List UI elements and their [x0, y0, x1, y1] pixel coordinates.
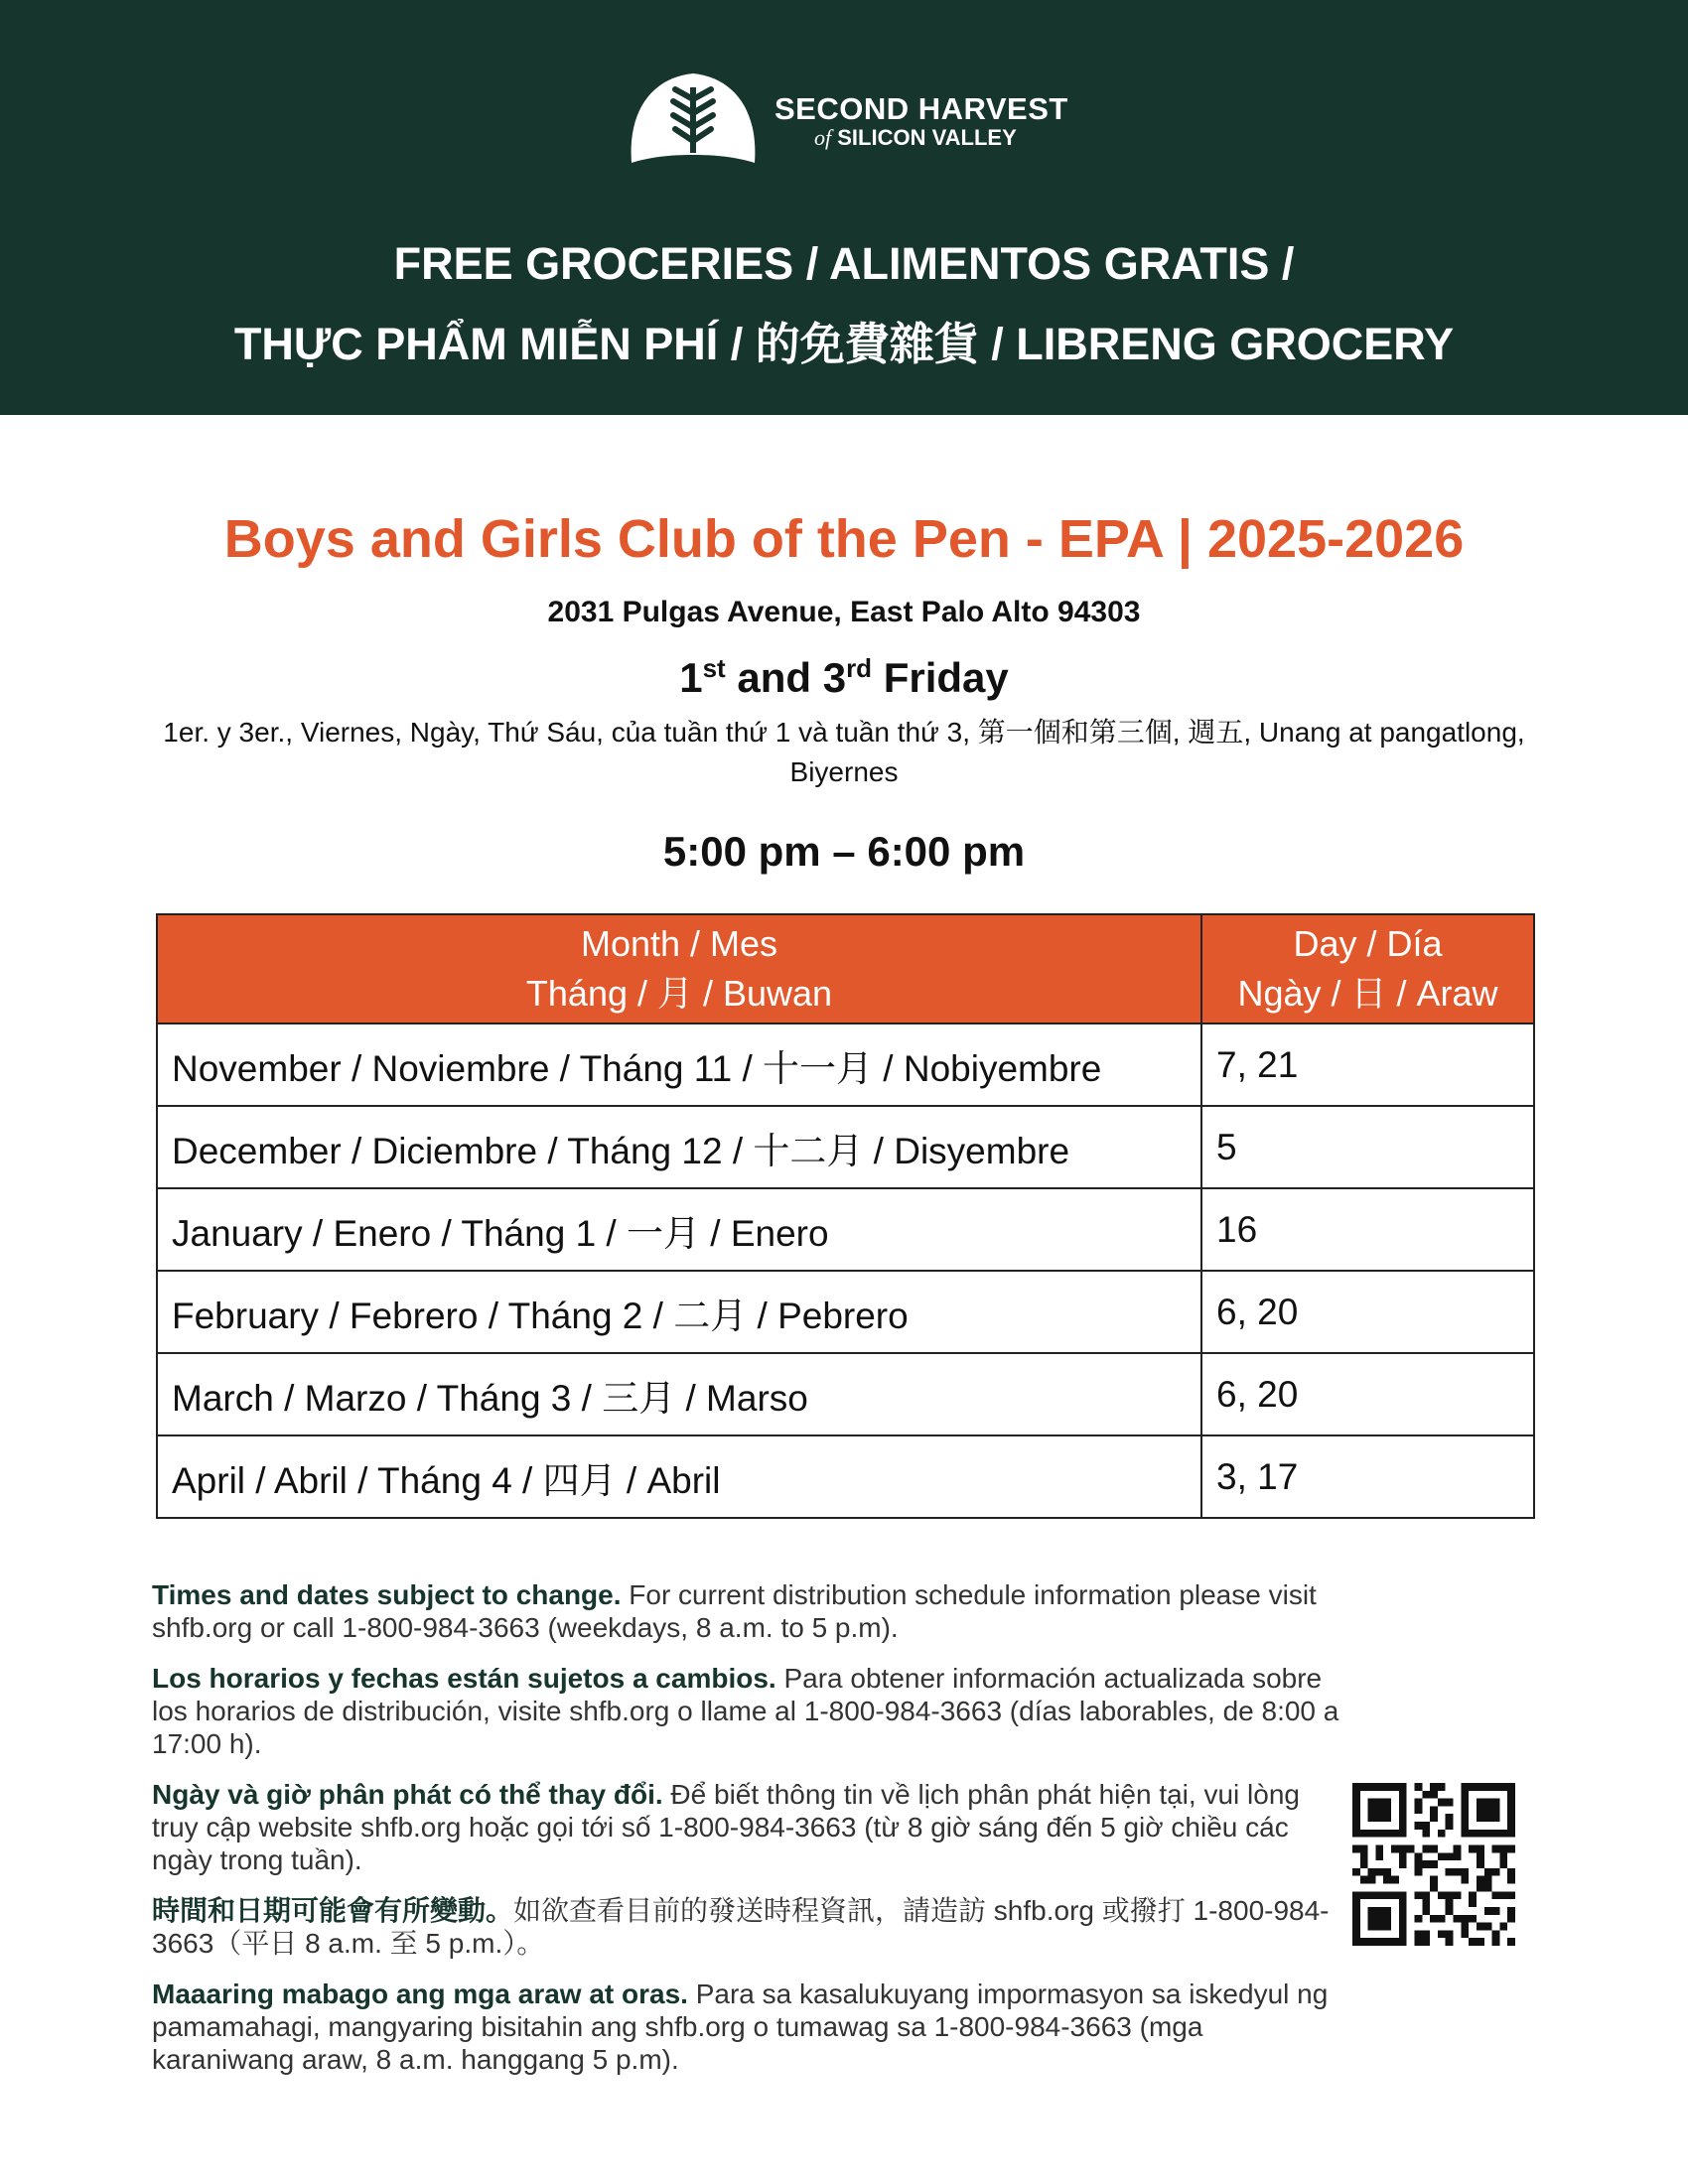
month-cell: December / Diciembre / Tháng 12 / 十二月 / Disyembre [157, 1106, 1201, 1188]
freq-suffix-2: rd [846, 653, 873, 683]
schedule-table [156, 913, 1535, 1519]
table-row [157, 1271, 1534, 1353]
distribution-time: 5:00 pm – 6:00 pm [662, 828, 1026, 875]
freq-number-2: 3 [822, 654, 847, 701]
logo-text-silicon-valley [814, 125, 1017, 151]
day-header-line-2: Ngày / 日 / Araw [1237, 973, 1498, 1014]
table-row [157, 1353, 1534, 1435]
note-body: For current distribution schedule information please visit shfb.org or call 1-800-984-3663 (weekdays, 8 a.m. to 5 p.m). [152, 1579, 1317, 1643]
day-cell: 16 [1201, 1188, 1534, 1271]
frequency-multilingual: 1er. y 3er., Viernes, Ngày, Thứ Sáu, của tuần thứ 1 và tuần thứ 3, 第一個和第三個, 週五, Unang at pangatlong, Biyernes [163, 717, 1525, 787]
disclaimer-notes [152, 1578, 1343, 2094]
note-body: Để biết thông tin về lịch phân phát hiện tại, vui lòng truy cập website shfb.org hoặc gọi tới số 1-800-984-3663 (từ 8 giờ sáng đến 5 giờ chiều các ngày trong tuần). [152, 1779, 1300, 1875]
day-cell: 6, 20 [1201, 1353, 1534, 1435]
month-header-line-1: Month / Mes [580, 923, 778, 964]
table-row [157, 1106, 1534, 1188]
logo-text-sv: SILICON VALLEY [837, 125, 1017, 150]
wheat-sheaf-icon [628, 69, 759, 177]
distribution-frequency [0, 653, 1688, 702]
note-heading: 時間和日期可能會有所變動。 [152, 1895, 514, 1926]
day-header-line-1: Day / Día [1293, 923, 1443, 964]
day-cell: 3, 17 [1201, 1435, 1534, 1518]
note-heading: Ngày và giờ phân phát có thể thay đổi. [152, 1779, 663, 1810]
day-cell: 7, 21 [1201, 1024, 1534, 1106]
freq-and: and [725, 654, 823, 701]
note-chinese [152, 1894, 1343, 1960]
day-cell: 6, 20 [1201, 1271, 1534, 1353]
site-title: Boys and Girls Club of the Pen - EPA | 2025-2026 [223, 509, 1465, 569]
note-vietnamese [152, 1778, 1343, 1876]
logo-text-second-harvest: SECOND HARVEST [774, 91, 1068, 126]
note-tagalog [152, 1978, 1343, 2076]
note-body: 如欲查看目前的發送時程資訊，請造訪 shfb.org 或撥打 1-800-984-3663（平日 8 a.m. 至 5 p.m.）。 [152, 1895, 1330, 1959]
month-cell: January / Enero / Tháng 1 / 一月 / Enero [157, 1188, 1201, 1271]
logo-text-of: of [814, 125, 832, 150]
month-cell: February / Febrero / Tháng 2 / 二月 / Pebrero [157, 1271, 1201, 1353]
table-row [157, 1435, 1534, 1518]
month-cell: April / Abril / Tháng 4 / 四月 / Abril [157, 1435, 1201, 1518]
note-heading: Los horarios y fechas están sujetos a cambios. [152, 1663, 776, 1694]
note-heading: Maaaring mabago ang mga araw at oras. [152, 1979, 688, 2009]
table-row [157, 1024, 1534, 1106]
table-header-row [157, 914, 1534, 1024]
month-header-line-2: Tháng / 月 / Buwan [525, 973, 833, 1014]
month-column-header [157, 914, 1201, 1024]
headline-line-2: THỰC PHẨM MIỄN PHÍ / 的免費雜貨 / LIBRENG GROCERY [233, 319, 1455, 369]
site-address: 2031 Pulgas Avenue, East Palo Alto 94303 [547, 596, 1141, 628]
header-banner [0, 0, 1688, 415]
note-body: Para sa kasalukuyang impormasyon sa iskedyul ng pamamahagi, mangyaring bisitahin ang shfb.org o tumawag sa 1-800-984-3663 (mga karaniwang araw, 8 a.m. hanggang 5 p.m). [152, 1979, 1329, 2075]
table-row [157, 1188, 1534, 1271]
freq-suffix-1: st [702, 653, 726, 683]
note-english [152, 1578, 1343, 1644]
headline-line-1: FREE GROCERIES / ALIMENTOS GRATIS / [393, 238, 1295, 289]
second-harvest-logo [628, 69, 1068, 179]
month-cell: March / Marzo / Tháng 3 / 三月 / Marso [157, 1353, 1201, 1435]
note-heading: Times and dates subject to change. [152, 1579, 622, 1610]
freq-day: Friday [872, 654, 1009, 701]
day-column-header [1201, 914, 1534, 1024]
freq-number-1: 1 [679, 654, 703, 701]
month-cell: November / Noviembre / Tháng 11 / 十一月 / Nobiyembre [157, 1024, 1201, 1106]
qr-code-icon[interactable] [1352, 1783, 1515, 1946]
note-spanish [152, 1662, 1343, 1760]
note-body: Para obtener información actualizada sobre los horarios de distribución, visite shfb.org o llame al 1-800-984-3663 (días laborables, de 8:00 a 17:00 h). [152, 1663, 1339, 1759]
day-cell: 5 [1201, 1106, 1534, 1188]
